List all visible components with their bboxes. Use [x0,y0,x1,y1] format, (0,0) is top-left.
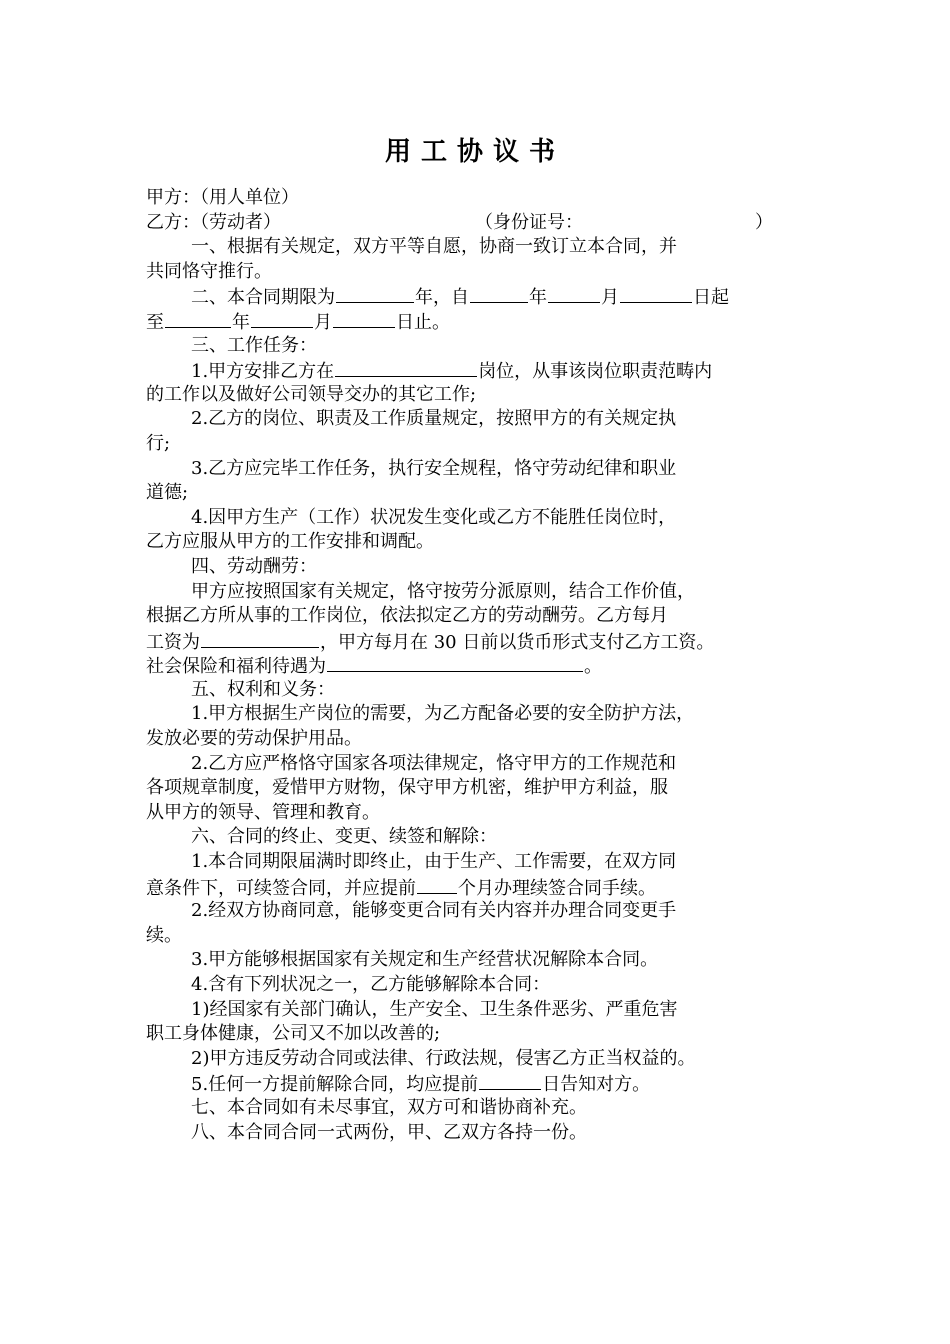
start-day-blank[interactable] [620,284,692,303]
contract-body [146,186,816,1145]
clause-5-item-1-cont: 发放必要的劳动保护用品。 [146,728,362,750]
clause-6-item-5: 5.任何一方提前解除合同，均应提前 日告知对方。 [146,1071,816,1096]
party-b-line [146,211,816,236]
clause-6-item-4: 4.含有下列状况之一，乙方能够解除本合同： [191,974,551,995]
position-blank[interactable] [335,358,477,377]
clause-4-text-cont-3: 社会保险和福利待遇为 。 [146,653,816,678]
clause-6-item-2: 2.经双方协商同意，能够变更合同有关内容并办理合同变更手 [191,900,677,922]
clause-6-heading: 六、合同的终止、变更、续签和解除： [191,826,497,848]
start-month-blank[interactable] [548,284,600,303]
clause-3-item-2-cont: 行; [146,432,171,454]
document-title: 用工协议书 [384,137,565,167]
party-b-label: 乙方：（劳动者） [146,211,281,233]
clause-5-item-1: 1.甲方根据生产岗位的需要，为乙方配备必要的安全防护方法， [191,703,695,725]
renewal-months-blank[interactable] [417,875,457,894]
term-years-blank[interactable] [336,284,414,303]
clause-3-item-4: 4.因甲方生产（工作）状况发生变化或乙方不能胜任岗位时， [191,506,677,528]
clause-6-item-1-cont: 意条件下，可续签合同，并应提前 个月办理续签合同手续。 [146,875,816,900]
clause-5-item-2-cont-2: 从甲方的领导、管理和教育。 [146,801,380,823]
start-year-blank[interactable] [470,284,528,303]
end-year-blank[interactable] [165,309,231,328]
clause-4-text-cont-2: 工资为 ，甲方每月在 30 日前以货币形式支付乙方工资。 [146,629,816,654]
end-month-blank[interactable] [251,309,313,328]
clause-3-item-1: 1.甲方安排乙方在 岗位，从事该岗位职责范畴内 [146,358,816,383]
end-day-blank[interactable] [333,309,395,328]
clause-6-item-4-sub-1: 1)经国家有关部门确认，生产安全、卫生条件恶劣、严重危害 [191,998,678,1020]
clause-6-item-3: 3.甲方能够根据国家有关规定和生产经营状况解除本合同。 [191,949,659,971]
clause-7: 七、本合同如有未尽事宜，双方可和谐协商补充。 [191,1096,587,1118]
id-number-close: ） [755,211,773,233]
clause-6-item-4-sub-2: 2)甲方违反劳动合同或法律、行政法规，侵害乙方正当权益的。 [191,1047,696,1069]
clause-3-item-3: 3.乙方应完毕工作任务，执行安全规程，恪守劳动纪律和职业 [191,457,677,479]
id-number-label: （身份证号： [475,211,583,233]
clause-3-item-3-cont: 道德; [146,482,189,504]
clause-3-item-1-cont: 的工作以及做好公司领导交办的其它工作; [146,383,477,405]
notice-days-blank[interactable] [479,1071,541,1090]
clause-1-cont: 共同恪守推行。 [146,260,272,282]
clause-8: 八、本合同合同一式两份，甲、乙双方各持一份。 [191,1121,587,1143]
clause-6-item-4-sub-1-cont: 职工身体健康，公司又不加以改善的; [146,1023,441,1045]
clause-6-item-1: 1.本合同期限届满时即终止，由于生产、工作需要，在双方同 [191,851,677,873]
clause-3-item-4-cont: 乙方应服从甲方的工作安排和调配。 [146,531,434,553]
benefits-blank[interactable] [327,653,583,672]
clause-3-heading: 三、工作任务： [191,334,317,356]
clause-4-heading: 四、劳动酬劳： [191,555,317,577]
clause-5-item-2-cont-1: 各项规章制度，爱惜甲方财物，保守甲方机密，维护甲方利益，服 [146,777,668,799]
clause-5-item-2: 2.乙方应严格恪守国家各项法律规定，恪守甲方的工作规范和 [191,752,677,774]
clause-4-text-cont-1: 根据乙方所从事的工作岗位，依法拟定乙方的劳动酬劳。乙方每月 [146,605,668,627]
clause-4-text: 甲方应按照国家有关规定，恪守按劳分派原则，结合工作价值， [191,580,695,602]
salary-blank[interactable] [201,629,319,648]
clause-5-heading: 五、权利和义务： [191,678,335,700]
clause-2-cont: 至 年 月 日止。 [146,309,816,334]
party-a-line: 甲方：（用人单位） [146,187,299,208]
clause-2: 二、本合同期限为 年，自 年 月 日起 [146,284,816,309]
clause-3-item-2: 2.乙方的岗位、职责及工作质量规定，按照甲方的有关规定执 [191,408,677,430]
clause-6-item-2-cont: 续。 [146,924,182,946]
clause-1: 一、根据有关规定，双方平等自愿，协商一致订立本合同，并 [191,236,677,258]
